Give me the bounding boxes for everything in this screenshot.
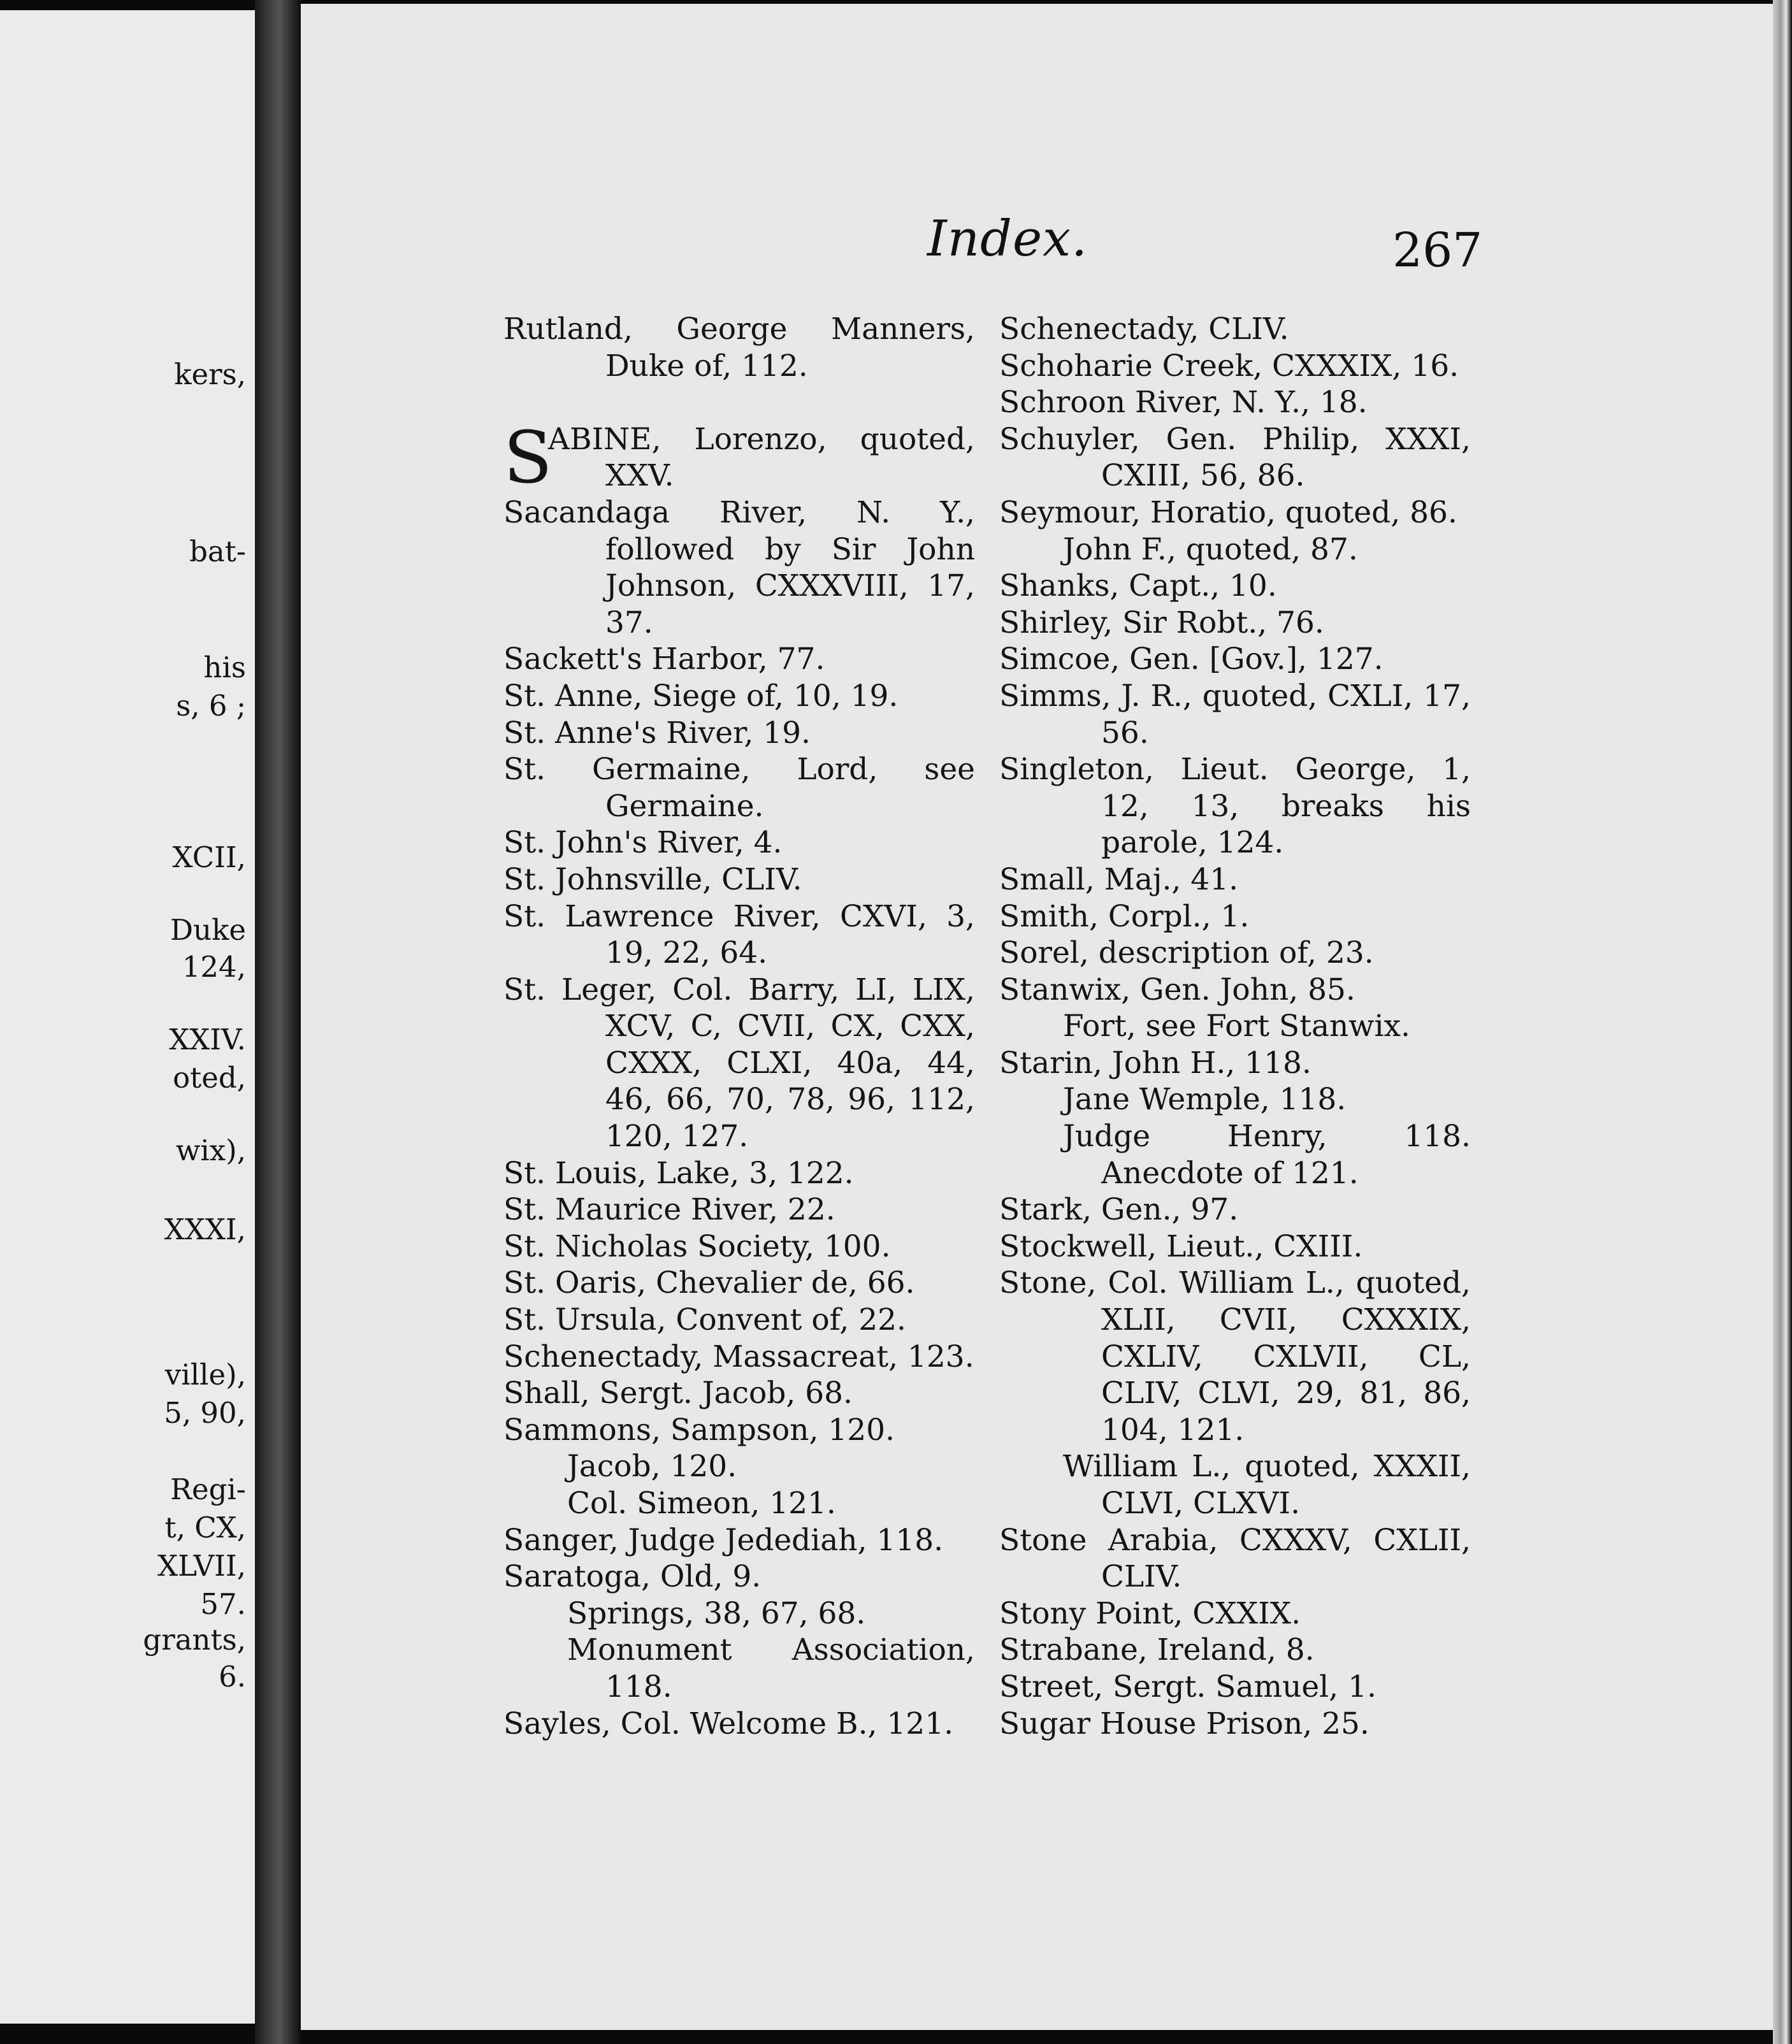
index-entry: St. Anne's River, 19. — [503, 715, 811, 751]
index-entry: Stony Point, CXXIX. — [999, 1595, 1301, 1631]
page-number: 267 — [1392, 223, 1483, 278]
index-entry: Starin, John H., 118. — [999, 1045, 1311, 1081]
index-column-left — [503, 311, 975, 1742]
left-page-text-fragment: 6. — [219, 1660, 246, 1694]
index-entry: Strabane, Ireland, 8. — [999, 1632, 1315, 1668]
left-page-text-fragment: oted, — [173, 1061, 246, 1095]
left-page-text-fragment: wix), — [175, 1134, 246, 1167]
index-entry-list-left — [503, 494, 975, 1742]
left-page-text-fragment: 5, 90, — [164, 1396, 246, 1430]
index-subentry: Fort, see Fort Stanwix. — [1063, 1009, 1410, 1044]
left-page-text-fragment: t, CX, — [164, 1511, 246, 1544]
page-edge — [1773, 0, 1792, 2044]
index-entry: Schroon River, N. Y., 18. — [999, 385, 1368, 421]
running-header-title: Index. — [927, 210, 1088, 268]
index-entry: Stark, Gen., 97. — [999, 1192, 1239, 1228]
left-page-text-fragment: XCII, — [172, 840, 246, 874]
index-column-right — [999, 311, 1471, 1742]
index-entry: Schuyler, Gen. Philip, XXXI, CXIII, 56, 86. — [999, 421, 1471, 494]
index-entry: St. Lawrence River, CXVI, 3, 19, 22, 64. — [503, 898, 975, 971]
index-entry: Stanwix, Gen. John, 85. — [999, 972, 1355, 1007]
index-entry: St. Ursula, Convent of, 22. — [503, 1302, 906, 1338]
left-page-text-fragment: kers, — [174, 357, 246, 391]
index-entry: Shirley, Sir Robt., 76. — [999, 605, 1324, 640]
index-entry: Saratoga, Old, 9. — [503, 1559, 762, 1595]
book-gutter — [255, 0, 301, 2044]
index-entry: Seymour, Horatio, quoted, 86. — [999, 494, 1457, 530]
index-entry: Street, Sergt. Samuel, 1. — [999, 1669, 1377, 1704]
index-entry: Smith, Corpl., 1. — [999, 898, 1250, 934]
left-page-text-fragment: 57. — [200, 1587, 246, 1621]
left-page-text-fragment: 124, — [182, 950, 246, 984]
left-page-text-fragment: grants, — [143, 1623, 246, 1657]
index-entry-list-right — [999, 311, 1471, 1742]
index-subentry: Judge Henry, 118. Anecdote of 121. — [1063, 1119, 1471, 1191]
index-entry: Schoharie Creek, CXXXIX, 16. — [999, 348, 1459, 384]
index-entry: Sorel, description of, 23. — [999, 935, 1374, 971]
index-subentry: Col. Simeon, 121. — [567, 1486, 836, 1521]
left-page-text-fragment: bat- — [189, 535, 246, 568]
index-entry: Schenectady, Massacreat, 123. — [503, 1339, 974, 1374]
index-entry: Simms, J. R., quoted, CXLI, 17, 56. — [999, 678, 1471, 751]
index-entry: Singleton, Lieut. George, 1, 12, 13, breaks his parole, 124. — [999, 752, 1471, 861]
index-subentry: Jane Wemple, 118. — [1063, 1082, 1347, 1118]
left-page-text-fragment: XXIV. — [169, 1023, 246, 1056]
index-entry: Sanger, Judge Jedediah, 118. — [503, 1522, 944, 1558]
left-page-text-fragment: Regi- — [170, 1472, 246, 1506]
index-entry-sabine — [503, 416, 975, 500]
index-entry: Sacandaga River, N. Y., followed by Sir John Johnson, CXXXVIII, 17, 37. — [503, 494, 975, 640]
index-subentry: Jacob, 120. — [567, 1449, 737, 1485]
left-page-text-fragment: XLVII, — [157, 1549, 246, 1583]
left-page-text-fragment: XXXI, — [164, 1213, 246, 1246]
drop-cap-letter: S — [503, 416, 553, 500]
index-entry: Shanks, Capt., 10. — [999, 568, 1277, 604]
index-entry: St. Nicholas Society, 100. — [503, 1228, 891, 1264]
index-entry: Sugar House Prison, 25. — [999, 1706, 1369, 1741]
index-subentry: Monument Association, 118. — [567, 1632, 975, 1704]
index-entry: Stockwell, Lieut., CXIII. — [999, 1228, 1363, 1264]
index-entry: St. Germaine, Lord, see Germaine. — [503, 752, 975, 824]
left-page-text-fragment: his — [203, 651, 246, 684]
index-entry: St. Johnsville, CLIV. — [503, 861, 802, 897]
section-gap — [503, 384, 975, 421]
index-entry: Simcoe, Gen. [Gov.], 127. — [999, 642, 1384, 677]
index-entry: Sayles, Col. Welcome B., 121. — [503, 1706, 954, 1741]
index-subentry: John F., quoted, 87. — [1063, 531, 1358, 567]
index-subentry: Springs, 38, 67, 68. — [567, 1595, 866, 1631]
left-page-text-fragment: Duke — [170, 913, 246, 947]
index-entry: Schenectady, CLIV. — [999, 312, 1289, 347]
index-entry-rutland: Rutland, George Manners, Duke of, 112. — [503, 312, 975, 384]
left-page — [0, 10, 255, 2024]
index-entry: Sackett's Harbor, 77. — [503, 642, 825, 677]
index-entry: St. Anne, Siege of, 10, 19. — [503, 678, 899, 714]
index-entry: Sammons, Sampson, 120. — [503, 1412, 895, 1448]
index-entry: St. John's River, 4. — [503, 825, 783, 861]
index-entry-sabine-text: ABINE, Lorenzo, quoted, XXV. — [548, 421, 975, 494]
left-page-text-fragment: ville), — [164, 1358, 246, 1392]
index-entry: St. Oaris, Chevalier de, 66. — [503, 1265, 915, 1301]
index-entry: Shall, Sergt. Jacob, 68. — [503, 1376, 853, 1411]
left-page-text-fragment: s, 6 ; — [176, 689, 246, 723]
index-entry: St. Louis, Lake, 3, 122. — [503, 1155, 854, 1191]
index-entry: Small, Maj., 41. — [999, 861, 1239, 897]
index-subentry: William L., quoted, XXXII, CLVI, CLXVI. — [1063, 1449, 1471, 1521]
index-entry: Stone, Col. William L., quoted, XLII, CVII, CXXXIX, CXLIV, CXLVII, CL, CLIV, CLVI, 29, 81, 86, 104, 121. — [999, 1265, 1471, 1448]
index-entry: St. Leger, Col. Barry, LI, LIX, XCV, C, CVII, CX, CXX, CXXX, CLXI, 40a, 44, 46, 66, 70, 78, 96, 112, 120, 127. — [503, 972, 975, 1155]
index-entry: St. Maurice River, 22. — [503, 1192, 835, 1228]
index-entry: Stone Arabia, CXXXV, CXLII, CLIV. — [999, 1522, 1471, 1595]
